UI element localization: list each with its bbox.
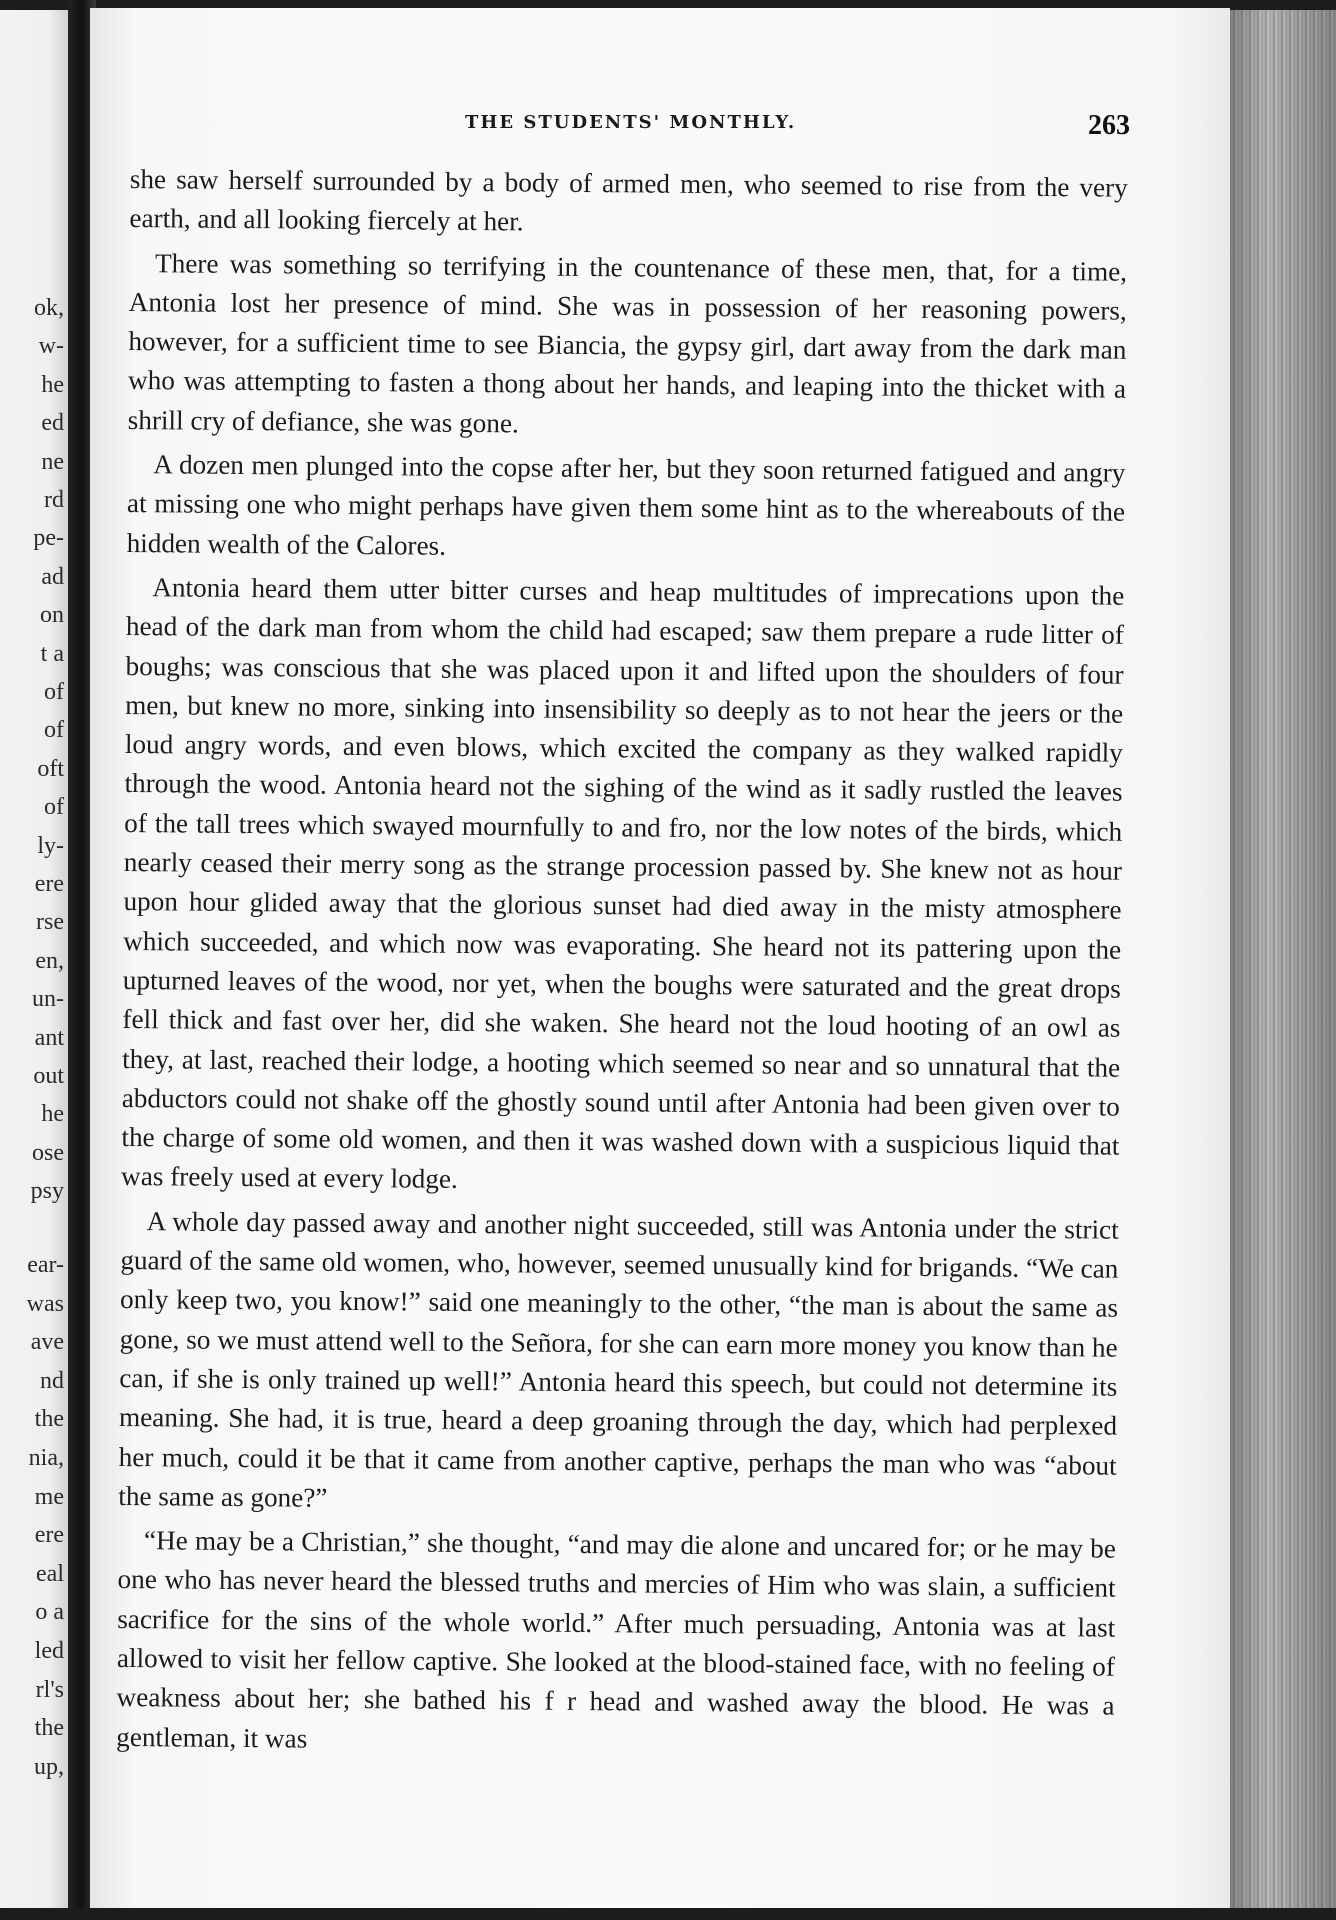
left-page-text-fragment: un-: [32, 986, 64, 1013]
left-page-text-fragment: nia,: [28, 1445, 64, 1471]
paragraph: A whole day passed away and another night succeeded, still was Antonia under the strict guard of the same old women, who, however, seemed unusually kind for brigands. “We can only keep two, you know!” said one meaningly to the other, “the man is about the same as gone, so we must attend well to the Señora, for she can earn more money you know than he can, if she is only trained up well!” Antonia heard this speech, but could not determine its meaning. She had, it is true, heard a deep groaning through the day, which had perplexed her much, could it be that it came from another captive, perhaps the man who was “about the same as gone?”: [118, 1205, 1119, 1513]
left-page-text-fragment: ok,: [34, 295, 64, 321]
running-head: THE STUDENTS' MONTHLY.: [465, 112, 797, 133]
left-page-text-fragment: rl's: [35, 1676, 64, 1703]
page-number: 263: [1088, 110, 1130, 141]
left-page-text-fragment: t a: [40, 640, 64, 667]
left-page-text-fragment: up,: [34, 1753, 64, 1780]
left-page-text-fragment: eal: [36, 1560, 64, 1587]
left-page-text-fragment: ave: [30, 1329, 64, 1356]
scan-bottom-border: [0, 1908, 1336, 1920]
left-page-text-fragment: rse: [36, 909, 64, 936]
left-page-text-fragment: of: [44, 717, 64, 744]
left-page-text-fragment: nd: [40, 1367, 64, 1394]
left-page-text-fragment: was: [26, 1290, 64, 1317]
left-page-text-fragment: ed: [41, 410, 64, 437]
left-page-text-fragment: o a: [35, 1599, 64, 1626]
left-page-text-fragment: rd: [44, 487, 64, 513]
left-facing-page: [0, 10, 70, 1910]
left-page-text-fragment: out: [33, 1063, 64, 1089]
left-page-text-fragment: ere: [34, 871, 64, 897]
left-page-text-fragment: ly-: [37, 832, 64, 859]
left-page-text-fragment: ose: [32, 1139, 64, 1166]
left-page-text-fragment: ere: [34, 1522, 64, 1549]
left-page-text-fragment: he: [41, 1101, 64, 1128]
left-page-text-fragment: of: [44, 679, 64, 705]
left-page-text-fragment: en,: [35, 947, 64, 974]
left-page-text-fragment: me: [34, 1483, 64, 1510]
left-page-text-fragment: psy: [30, 1178, 64, 1205]
left-page-text-fragment: pe-: [33, 525, 64, 552]
left-page-text-fragment: w-: [38, 333, 64, 360]
left-page-text-fragment: he: [41, 371, 64, 398]
page-edge-stack: [1230, 10, 1336, 1920]
left-page-text-fragment: ant: [34, 1024, 64, 1051]
left-page-text-fragment: on: [40, 602, 64, 629]
paragraph: There was something so terrifying in the countenance of these men, that, for a time, Antonia lost her presence of mind. She was in possession of her reasoning powers, however, for a sufficient time to see Biancia, the gypsy girl, dart away from the dark man who was attempting to fasten a thong about her hands, and leaping into the thicket with a shrill cry of defiance, she was gone.: [127, 247, 1128, 439]
left-page-text-fragment: led: [34, 1638, 64, 1664]
left-page-text-fragment: ad: [41, 563, 64, 590]
paragraph: “He may be a Christian,” she thought, “and may die alone and uncared for; or he may be one who has never heard the blessed truths and mercies of Him who was slain, a sufficient sacrifice for the sins of the whole world.” After much persuading, Antonia was at last allowed to visit her fellow captive. She looked at the blood-stained face, with no feeling of weakness about her; she bathed his f r head and washed away the blood. He was a gentleman, it was: [116, 1525, 1117, 1754]
paragraph: she saw herself surrounded by a body of armed men, who seemed to rise from the very earth, and all looking fiercely at her.: [129, 163, 1128, 237]
left-page-text-fragment: the: [34, 1406, 64, 1433]
page-header: [140, 110, 1130, 150]
left-page-text-fragment: the: [34, 1715, 64, 1742]
left-page-text-fragment: of: [44, 794, 64, 821]
left-page-text-fragment: oft: [37, 755, 64, 782]
left-page-text-fragment: ear-: [27, 1252, 64, 1278]
paragraph: Antonia heard them utter bitter curses and heap multitudes of imprecations upon the head of the dark man from whom the child had escaped; saw them prepare a rude litter of boughs; was conscious that she was placed upon it and lifted upon the shoulders of four men, but knew no more, sinking into insensibility so deeply as to not hear the jeers or the loud angry words, and even blows, which excited the company as they walked rapidly through the wood. Antonia heard not the sighing of the wind as it sadly rustled the leaves of the tall trees which swayed mournfully to and fro, nor the low notes of the birds, which nearly ceased their merry song as the strange procession passed by. She knew not as hour upon hour glided away that the glorious sunset had died away in the misty atmosphere which succeeded, and which now was evaporating. She heard not its pattering upon the upturned leaves of the wood, nor yet, when the boughs were saturated and the great drops fell thick and fast over her, did she waken. She heard not the loud hooting of an owl as they, at last, reached their lodge, a hooting which seemed so near and so unnatural that the abductors could not shake off the ghostly sound until after Antonia had been given over to the charge of some old women, and then it was washed down with a suspicious liquid that was freely used at every lodge.: [120, 572, 1125, 1195]
body-text: [116, 160, 1128, 1766]
paragraph: A dozen men plunged into the copse after her, but they soon returned fatigued and angry at missing one who might perhaps have given them some hint as to the whereabouts of the hidden wealth of the Calores.: [126, 449, 1126, 561]
left-page-text-fragment: ne: [41, 448, 64, 475]
